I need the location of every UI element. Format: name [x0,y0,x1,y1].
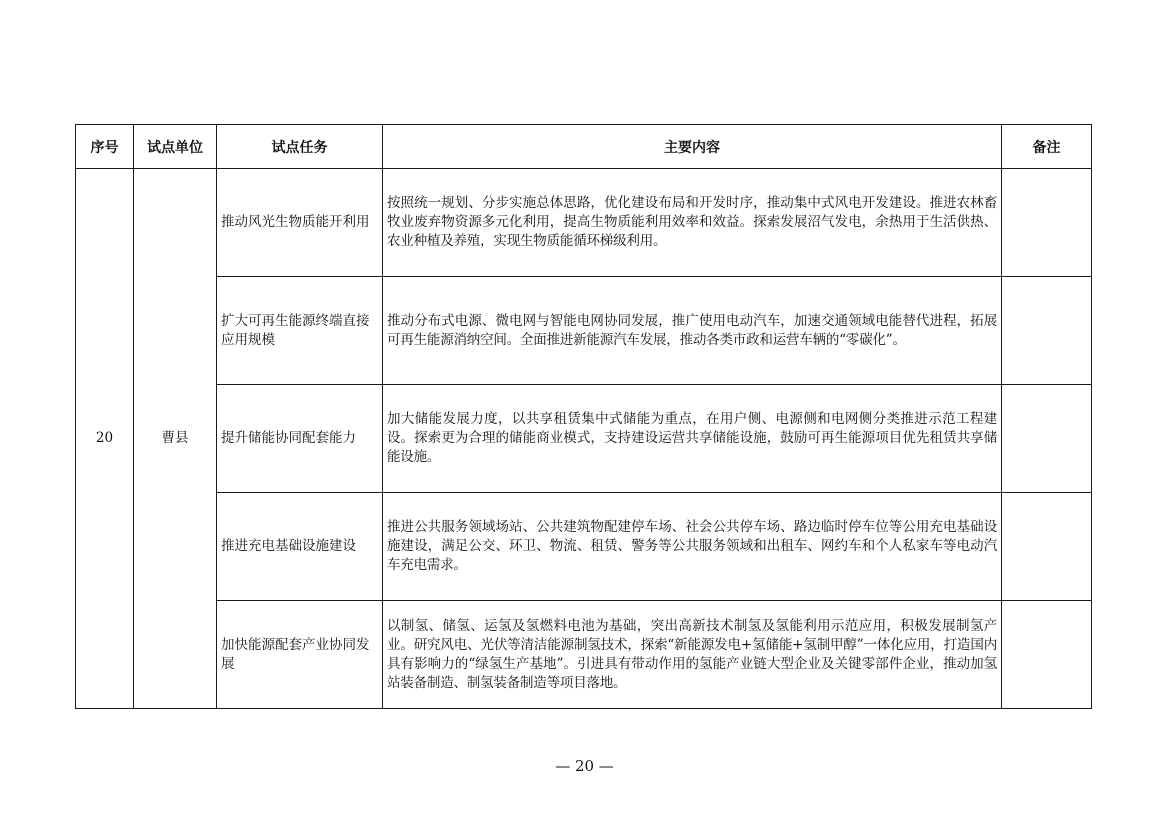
page-number: — 20 — [555,757,614,775]
cell-content: 按照统一规划、分步实施总体思路，优化建设布局和开发时序，推动集中式风电开发建设。推进农林畜牧业废弃物资源多元化利用，提高生物质能利用效率和效益。探索发展沼气发电，余热用于生活供热、农业种植及养殖，实现生物质能循环梯级利用。 [383,169,1002,277]
cell-unit: 曹县 [134,169,217,709]
cell-content: 推动分布式电源、微电网与智能电网协同发展，推广使用电动汽车，加速交通领域电能替代进程，拓展可再生能源消纳空间。全面推进新能源汽车发展，推动各类市政和运营车辆的“零碳化”。 [383,277,1002,385]
cell-remark [1002,385,1092,493]
cell-remark [1002,277,1092,385]
table-row [76,169,1092,277]
cell-content: 推进公共服务领域场站、公共建筑物配建停车场、社会公共停车场、路边临时停车位等公用充电基础设施建设，满足公交、环卫、物流、租赁、警务等公共服务领域和出租车、网约车和个人私家车等电动汽车充电需求。 [383,493,1002,601]
table-row [76,385,1092,493]
table-row [76,277,1092,385]
table-header-row [76,125,1092,169]
header-task: 试点任务 [217,125,383,169]
header-seq: 序号 [76,125,134,169]
cell-remark [1002,601,1092,709]
table-row [76,493,1092,601]
cell-task: 推进充电基础设施建设 [217,493,383,601]
cell-task: 推动风光生物质能开利用 [217,169,383,277]
cell-remark [1002,169,1092,277]
header-unit: 试点单位 [134,125,217,169]
cell-content: 加大储能发展力度，以共享租赁集中式储能为重点，在用户侧、电源侧和电网侧分类推进示范工程建设。探索更为合理的储能商业模式，支持建设运营共享储能设施，鼓励可再生能源项目优先租赁共享储能设施。 [383,385,1002,493]
cell-content: 以制氢、储氢、运氢及氢燃料电池为基础，突出高新技术制氢及氢能利用示范应用，积极发展制氢产业。研究风电、光伏等清洁能源制氢技术，探索“新能源发电+氢储能+氢制甲醇”一体化应用，打造国内具有影响力的“绿氢生产基地”。引进具有带动作用的氢能产业链大型企业及关键零部件企业，推动加氢站装备制造、制氢装备制造等项目落地。 [383,601,1002,709]
cell-seq: 20 [76,169,134,709]
header-content: 主要内容 [383,125,1002,169]
cell-task: 扩大可再生能源终端直接应用规模 [217,277,383,385]
pilot-task-table [75,124,1092,709]
cell-task: 加快能源配套产业协同发展 [217,601,383,709]
cell-remark [1002,493,1092,601]
table-row [76,601,1092,709]
header-remark: 备注 [1002,125,1092,169]
cell-task: 提升储能协同配套能力 [217,385,383,493]
